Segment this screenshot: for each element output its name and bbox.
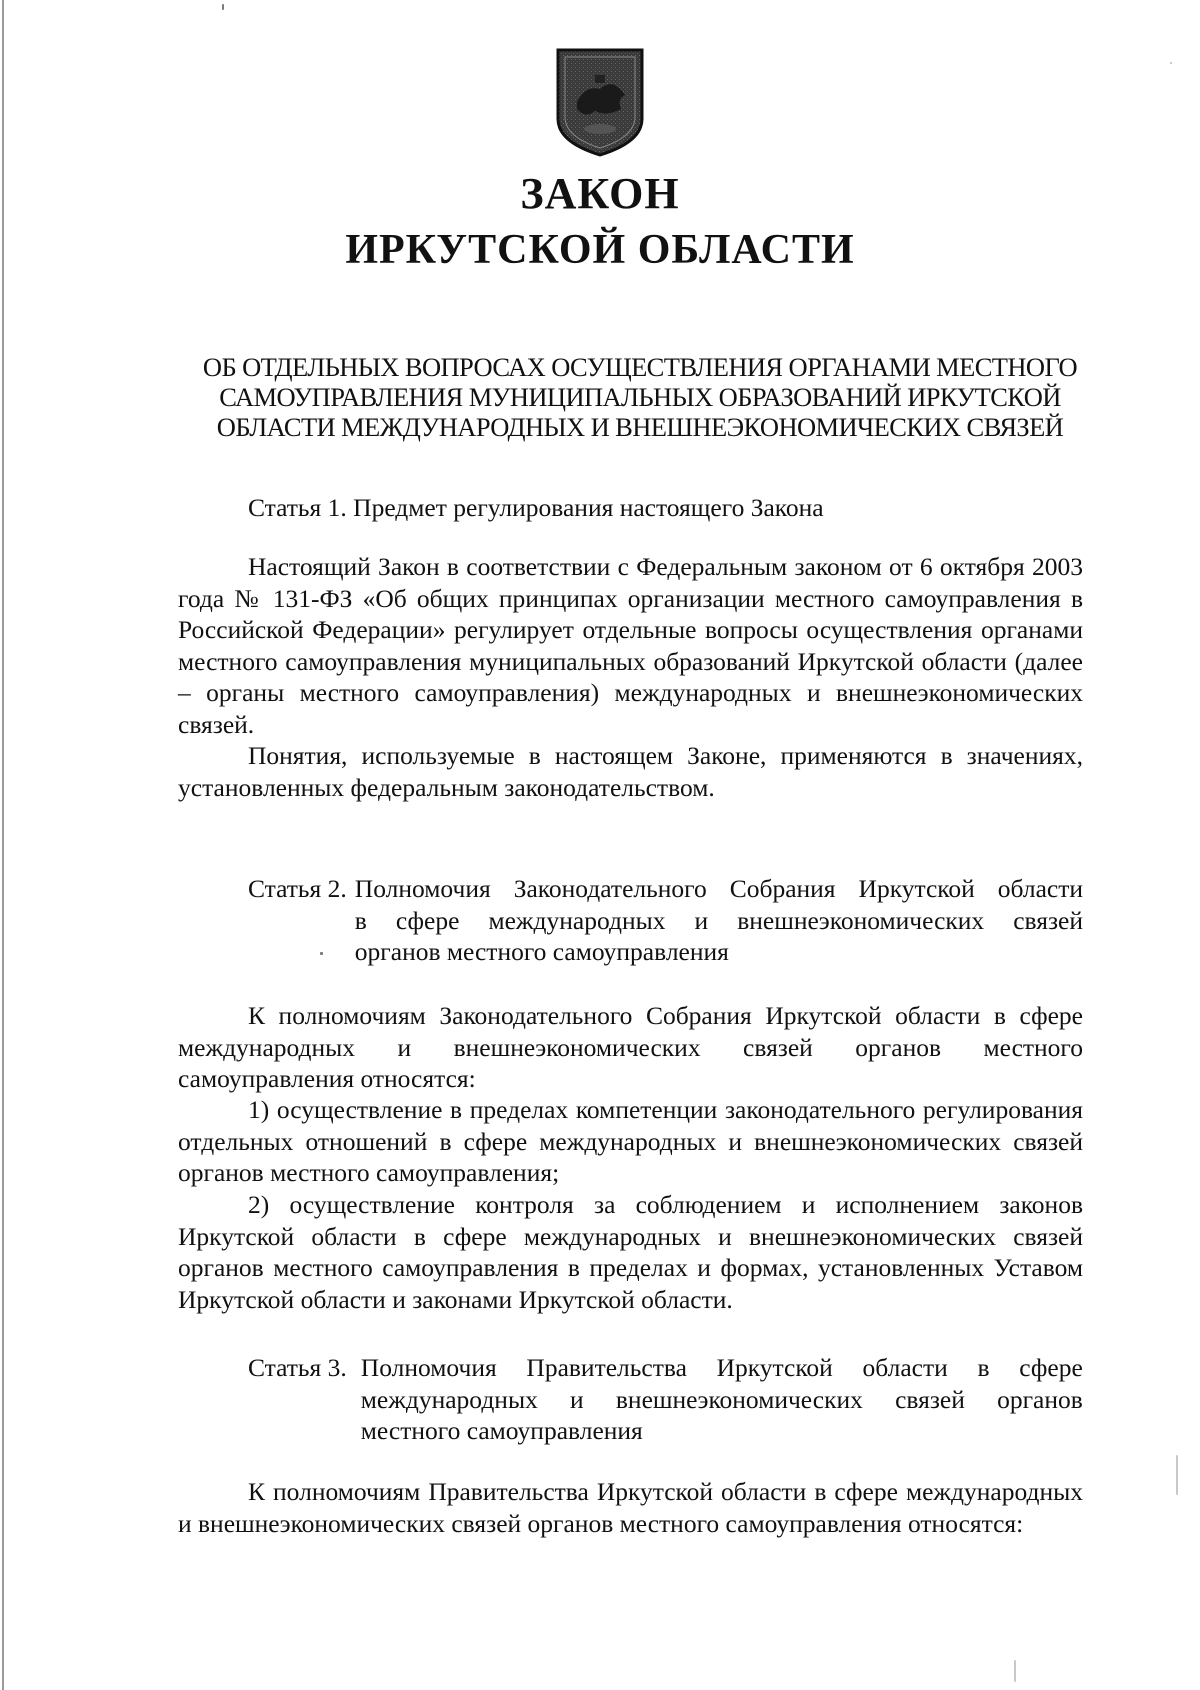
article-2-title-line-2: в сфере международных и внешнеэкономических связей bbox=[354, 905, 1083, 935]
article-3-title bbox=[361, 1352, 1083, 1447]
scan-artifact bbox=[1014, 1660, 1016, 1682]
law-title-line1: ЗАКОН bbox=[520, 169, 680, 218]
scan-artifact bbox=[1176, 1455, 1178, 1495]
article-2-title-line-1: Полномочия Законодательного Собрания Иркутской области bbox=[354, 874, 1083, 903]
article-3-number: Статья 3. bbox=[248, 1353, 347, 1382]
law-title-line2: ИРКУТСКОЙ ОБЛАСТИ bbox=[345, 227, 855, 273]
article-2-number: Статья 2. bbox=[248, 874, 347, 903]
article-3-title-line-1: Полномочия Правительства Иркутской области в сфере bbox=[360, 1353, 1083, 1382]
article-3-heading bbox=[248, 1352, 1083, 1447]
article-3-intro: К полномочиям Правительства Иркутской области в сфере международных и внешнеэкономических связей органов местного самоуправления относятся: bbox=[178, 1477, 1083, 1538]
article-2-item-2: 2) осуществление контроля за соблюдением и исполнением законов Иркутской области в сфере международных и внешнеэкономических связей органов местного самоуправления в пределах и формах, установленных Уставом Иркутской области и законами Иркутской области. bbox=[178, 1190, 1083, 1314]
article-2-item-1: 1) осуществление в пределах компетенции законодательного регулирования отдельных отношений в сфере международных и внешнеэкономических связей органов местного самоуправления; bbox=[178, 1095, 1083, 1187]
article-2-intro: К полномочиям Законодательного Собрания Иркутской области в сфере международных и внешнеэкономических связей органов местного самоуправления относятся: bbox=[178, 1001, 1083, 1093]
article-1-paragraph-1: Настоящий Закон в соответствии с Федеральным законом от 6 октября 2003 года № 131-ФЗ «Об общих принципах организации местного самоуправления в Российской Федерации» регулирует отдельные вопросы осуществления органами местного самоуправления муниципальных образований Иркутской области (далее – органы местного самоуправления) международных и внешнеэкономических связей. bbox=[178, 552, 1083, 739]
law-subject-heading: ОБ ОТДЕЛЬНЫХ ВОПРОСАХ ОСУЩЕСТВЛЕНИЯ ОРГАНАМИ МЕСТНОГО САМОУПРАВЛЕНИЯ МУНИЦИПАЛЬНЫХ ОБРАЗОВАНИЙ ИРКУТСКОЙ ОБЛАСТИ МЕЖДУНАРОДНЫХ И ВНЕШНЕЭКОНОМИЧЕСКИХ СВЯЗЕЙ bbox=[202, 352, 1078, 442]
article-1-paragraph-2: Понятия, используемые в настоящем Законе, применяются в значениях, установленных федеральным законодательством. bbox=[178, 741, 1083, 802]
coat-of-arms-icon bbox=[555, 47, 645, 159]
article-3-title-line-2: международных и внешнеэкономических связей органов bbox=[360, 1384, 1083, 1414]
article-1-heading: Статья 1. Предмет регулирования настоящего Закона bbox=[248, 493, 824, 522]
scan-artifact bbox=[1170, 62, 1172, 64]
article-3-title-line-3: местного самоуправления bbox=[360, 1416, 643, 1445]
article-2-title-line-3: органов местного самоуправления bbox=[354, 937, 729, 966]
scan-artifact bbox=[222, 4, 224, 10]
scan-artifact bbox=[320, 952, 323, 955]
article-2-title bbox=[355, 873, 1083, 968]
article-2-heading bbox=[248, 873, 1083, 968]
